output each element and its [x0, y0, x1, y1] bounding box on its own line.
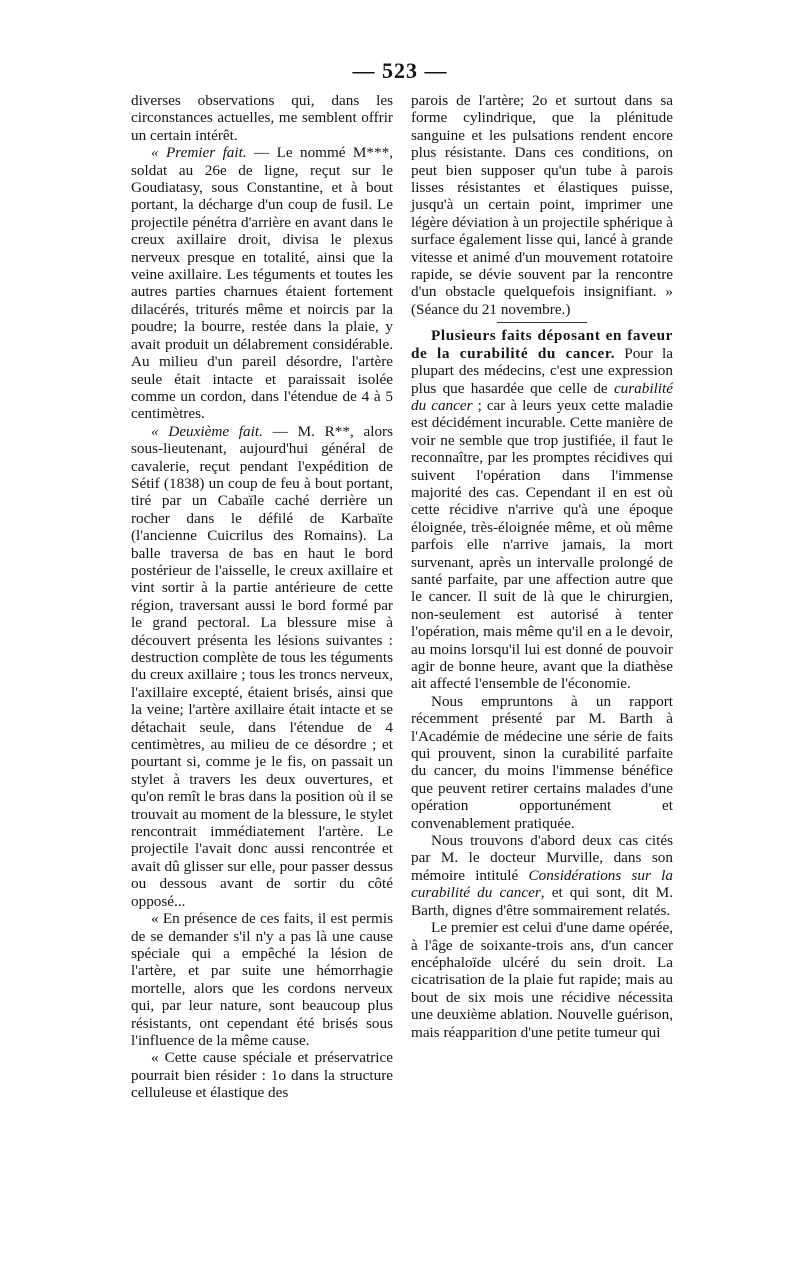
- emphasis: curabilité du cancer: [411, 379, 673, 414]
- paragraph-cancer-section: [411, 327, 673, 693]
- paragraph-premier-fait: [131, 144, 393, 423]
- paragraph-text: ; car à leurs yeux cette maladie est décidément incurable. Cette manière de voir ne semble que trop justifiée, il faut le reconnaître, par les promptes récidives qui suivent l'opération dans l'immense majorité des cas. Cependant il en est où cette récidive n'arrive qu'à une époque éloignée, très-éloignée même, et où même parfois elle n'arrive jamais, la mort survenant, après un intervalle prolongé de santé parfaite, par une affection autre que le cancer. Il suit de là que le chirurgien, non-seulement est autorisé à tenter l'opération, mais même qu'il en a le devoir, au moins lorsqu'il lui est donné de pouvoir agir de bonne heure, avant que la diathèse ait affecté l'ensemble de l'économie.: [411, 396, 673, 693]
- fact-label: « Deuxième fait.: [151, 422, 263, 440]
- paragraph-text: Nous trouvons d'abord deux cas cités par M. le docteur Murville, dans son mémoire intitulé: [411, 832, 673, 884]
- paragraph-deuxieme-fait: [131, 423, 393, 910]
- right-column: [411, 92, 673, 1041]
- paragraph-text: , et qui sont, dit M. Barth, dignes d'être sommairement relatés.: [411, 884, 673, 919]
- page-number: — 523 —: [352, 58, 448, 83]
- paragraph: Le premier est celui d'une dame opérée, à l'âge de soixante-trois ans, d'un cancer encéphaloïde ulcéré du sein droit. La cicatrisation de la plaie fut rapide; mais au bout de six mois une récidive nécessita une deuxième ablation. Nouvelle guérison, mais réapparition d'une petite tumeur qui: [411, 919, 673, 1041]
- paragraph: « En présence de ces faits, il est permis de se demander s'il n'y a pas là une cause spéciale qui a empêché la lésion de l'artère, et par suite une hémorrhagie mortelle, alors que les cordons nerveux qui, par leur nature, sont beaucoup plus résistants, ont cependant été brisés sous l'influence de la même cause.: [131, 910, 393, 1049]
- section-title: Plusieurs faits déposant en faveur de la curabilité du cancer.: [411, 327, 673, 362]
- memoir-title: Considérations sur la curabilité du cancer: [411, 866, 673, 902]
- paragraph-text: — M. R**, alors sous-lieutenant, aujourd'hui général de cavalerie, reçut pendant l'expédition de Sétif (1838) un coup de feu à bout portant, tiré par un Cabaïle caché derrière un rocher dans le défilé de Karbaïte (l'ancienne Cuicrilus des Romains). La balle traversa de bas en haut le bord postérieur de l'aisselle, le creux axillaire et vint sortir à la partie antérieure de cette région, traversant aussi le bord formé par le grand pectoral. La blessure mise à découvert présenta les lésions suivantes : destruction complète de tous les téguments du creux axillaire ; tous les troncs nerveux, l'axillaire excepté, étaient brisés, ainsi que la veine; l'artère axillaire était intacte et se détachait seule, dans l'étendue de 4 centimètres, au milieu de ce désordre ; et pourtant si, comme je le fis, on passait un stylet à travers les deux ouvertures, et qu'on remît le bras dans la position où il se trouvait au moment de la blessure, le stylet rencontrait immédiatement l'artère. Le projectile l'avait donc aussi rencontrée et avait dû glisser sur elle, pour passer dessus ou dessous avant de sortir du côté opposé...: [131, 422, 394, 910]
- paragraph: Nous empruntons à un rapport récemment présenté par M. Barth à l'Académie de médecine une série de faits qui prouvent, sinon la curabilité parfaite du cancer, du moins l'immense bénéfice que peuvent retirer certains malades d'une opération opportunément et convenablement pratiquée.: [411, 692, 673, 832]
- paragraph: parois de l'artère; 2o et surtout dans sa forme cylindrique, que la plénitude sanguine et les pulsations rendent encore plus résistante. Dans ces conditions, on peut bien supposer qu'un tube à parois lisses résistantes et élastiques puisse, jusqu'à un certain point, imprimer une légère déviation à un projectile sphérique à surface également lisse qui, lancé à grande vitesse et animé d'un mouvement rotatoire rapide, se dévie souvent par la rencontre d'un obstacle quelquefois insignifiant. » (Séance du 21 novembre.): [411, 92, 673, 318]
- fact-label: « Premier fait.: [151, 144, 247, 162]
- paragraph-text: Pour la plupart des médecins, c'est une expression plus que hasardée que celle de: [411, 344, 673, 397]
- paragraph: diverses observations qui, dans les circonstances actuelles, me semblent offrir un certain intérêt.: [131, 92, 393, 144]
- paragraph: [411, 832, 673, 919]
- paragraph: « Cette cause spéciale et préservatrice pourrait bien résider : 1o dans la structure celluleuse et élastique des: [131, 1049, 393, 1102]
- paragraph-text: — Le nommé M***, soldat au 26e de ligne, reçut sur le Goudiatasy, sous Constantine, et à bout portant, la décharge d'un coup de fusil. Le projectile pénétra d'arrière en avant dans le creux axillaire droit, divisa le plexus nerveux presque en totalité, ainsi que la veine axillaire. Les téguments et toutes les autres parties charnues étaient fortement dilacérés, triturés même et noircis par la poudre; la bourre, restée dans la plaie, y avait produit un délabrement considérable. Au milieu d'un pareil désordre, l'artère seule était intacte et paraissait isolée comme un cordon, dans l'étendue de 4 à 5 centimètres.: [131, 144, 393, 423]
- left-column: [131, 92, 393, 1102]
- section-divider: [497, 322, 587, 323]
